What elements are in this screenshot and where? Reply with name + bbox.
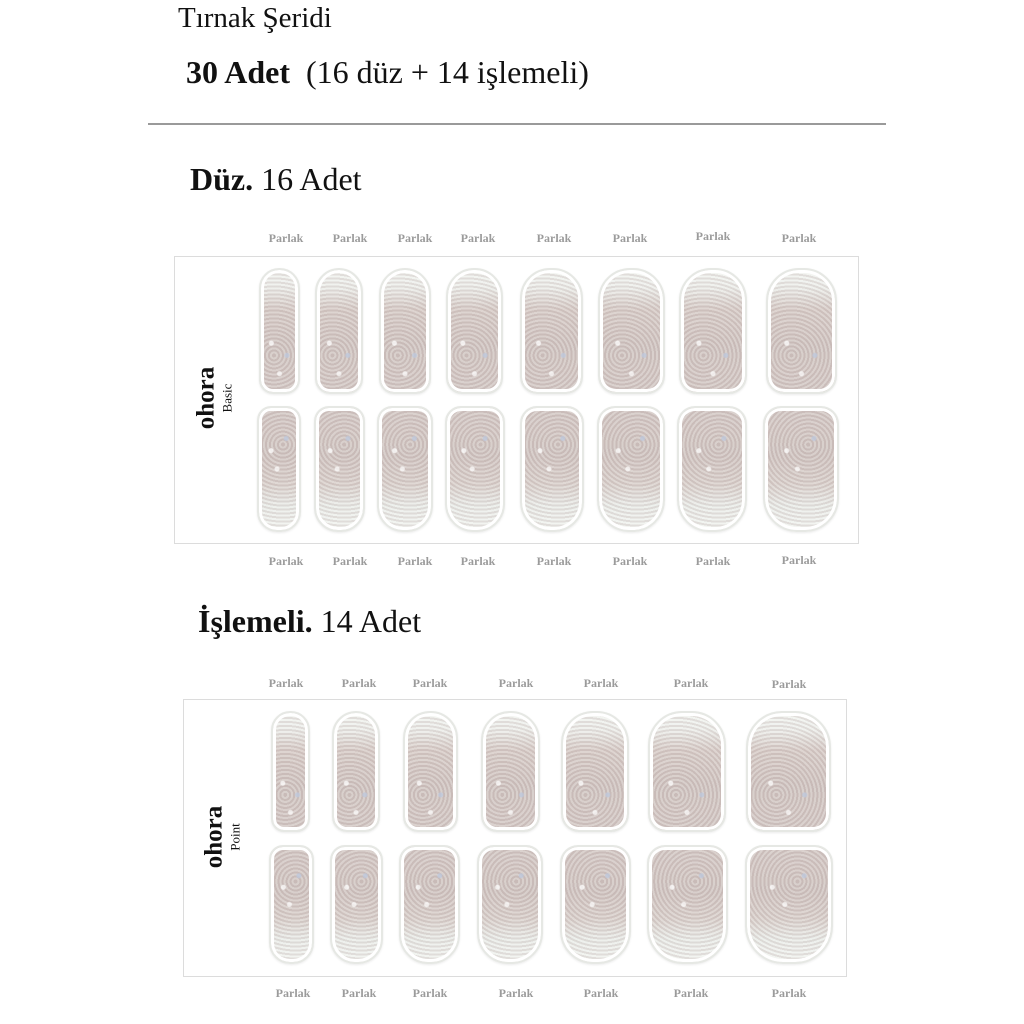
nail-sticker xyxy=(259,268,300,394)
nail-sticker xyxy=(445,406,505,532)
nail-sticker xyxy=(403,711,458,832)
finish-label: Parlak xyxy=(673,676,709,690)
nail-sticker xyxy=(560,845,631,964)
nail-sticker xyxy=(314,406,365,532)
count-bold: 30 Adet xyxy=(186,54,290,90)
point-heading-count: 14 Adet xyxy=(320,603,422,639)
finish-label: Parlak xyxy=(412,986,448,1000)
point-heading-bold: İşlemeli. xyxy=(198,603,313,639)
finish-label: Parlak xyxy=(341,676,377,690)
finish-label: Parlak xyxy=(397,231,433,245)
nail-sticker xyxy=(332,711,380,832)
nail-sticker xyxy=(269,845,314,964)
finish-label: Parlak xyxy=(583,676,619,690)
finish-label: Parlak xyxy=(268,231,304,245)
finish-label: Parlak xyxy=(612,554,648,568)
product-title: Tırnak Şeridi xyxy=(178,2,332,34)
nail-sticker xyxy=(763,406,839,532)
nail-sticker xyxy=(330,845,383,964)
finish-label: Parlak xyxy=(583,986,619,1000)
finish-label: Parlak xyxy=(341,986,377,1000)
finish-label: Parlak xyxy=(498,986,534,1000)
nail-sticker xyxy=(271,711,310,832)
point-section-heading xyxy=(198,601,421,641)
brand-line: Point xyxy=(227,823,243,851)
nail-sticker xyxy=(377,406,433,532)
finish-label: Parlak xyxy=(695,229,731,243)
brand-logo: ohora xyxy=(200,805,228,869)
finish-label: Parlak xyxy=(781,231,817,245)
nail-sticker xyxy=(598,268,665,394)
finish-label: Parlak xyxy=(771,677,807,691)
product-count xyxy=(186,52,589,92)
finish-label: Parlak xyxy=(781,553,817,567)
finish-label: Parlak xyxy=(536,554,572,568)
nail-sticker xyxy=(561,711,629,832)
finish-label: Parlak xyxy=(268,676,304,690)
nail-sticker xyxy=(315,268,363,394)
finish-label: Parlak xyxy=(612,231,648,245)
brand-line: Basic xyxy=(219,383,235,413)
basic-heading-count: 16 Adet xyxy=(261,161,362,197)
nail-sticker xyxy=(746,711,831,832)
nail-sticker xyxy=(597,406,665,532)
nail-sticker xyxy=(677,406,747,532)
finish-label: Parlak xyxy=(771,986,807,1000)
finish-label: Parlak xyxy=(498,676,534,690)
finish-label: Parlak xyxy=(460,554,496,568)
finish-label: Parlak xyxy=(460,231,496,245)
finish-label: Parlak xyxy=(275,986,311,1000)
basic-section-heading xyxy=(190,159,362,199)
nail-sticker xyxy=(446,268,503,394)
nail-sticker xyxy=(477,845,543,964)
divider xyxy=(148,123,886,125)
basic-heading-bold: Düz. xyxy=(190,161,254,197)
nail-sticker xyxy=(647,845,728,964)
point-brand-label xyxy=(202,806,243,869)
nail-sticker xyxy=(766,268,837,394)
finish-label: Parlak xyxy=(332,231,368,245)
finish-label: Parlak xyxy=(673,986,709,1000)
nail-sticker xyxy=(481,711,540,832)
finish-label: Parlak xyxy=(332,554,368,568)
basic-brand-label xyxy=(194,367,235,430)
nail-sticker xyxy=(520,268,583,394)
count-detail: (16 düz + 14 işlemeli) xyxy=(306,54,589,90)
finish-label: Parlak xyxy=(268,554,304,568)
nail-sticker xyxy=(745,845,833,964)
nail-sticker xyxy=(520,406,584,532)
brand-logo: ohora xyxy=(192,366,220,430)
nail-sticker xyxy=(257,406,301,532)
nail-sticker xyxy=(379,268,431,394)
finish-label: Parlak xyxy=(397,554,433,568)
nail-sticker xyxy=(679,268,747,394)
nail-sticker xyxy=(648,711,726,832)
finish-label: Parlak xyxy=(536,231,572,245)
finish-label: Parlak xyxy=(695,554,731,568)
nail-sticker xyxy=(399,845,460,964)
finish-label: Parlak xyxy=(412,676,448,690)
